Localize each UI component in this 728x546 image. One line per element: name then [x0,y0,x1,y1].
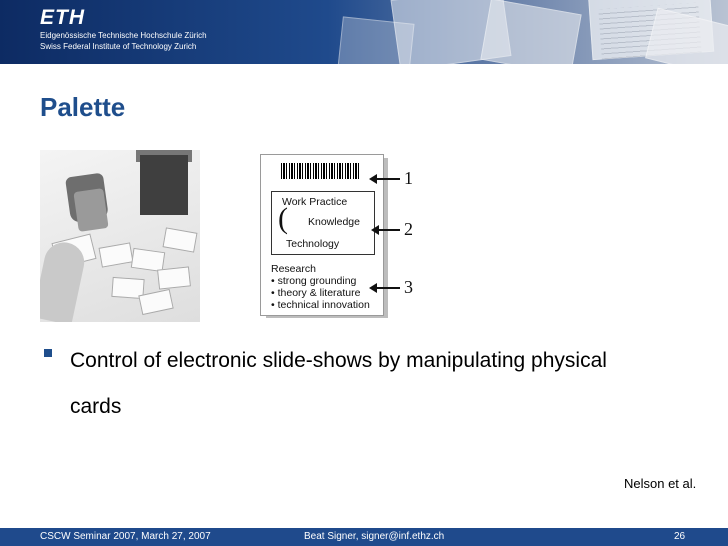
photo-scanner-body [73,188,108,232]
research-item: • technical innovation [271,299,370,311]
research-item: • theory & literature [271,287,361,299]
eth-logo: ETH [40,6,85,29]
callout-number: 3 [404,277,413,297]
photo-card [163,227,198,252]
bullet-square-icon [44,349,52,357]
palette-device-photo [40,150,200,322]
footer-event: CSCW Seminar 2007, March 27, 2007 [40,531,211,542]
card-thumbnail-frame [271,191,375,255]
photo-hand [40,239,88,322]
page-number: 26 [674,531,686,542]
footer-author: Beat Signer, signer@inf.ethz.ch [304,531,445,542]
footer-bar [0,528,728,546]
institute-name-german: Eidgenössische Technische Hochschule Zürich [40,31,207,40]
slide-title: Palette [40,92,126,122]
research-item: • strong grounding [271,275,357,287]
header-banner [0,0,728,64]
callout-number: 2 [404,219,413,239]
banner-paper-decoration [480,0,581,64]
arrow-left-icon [376,287,400,289]
citation: Nelson et al. [624,476,697,491]
label-technology: Technology [286,238,340,250]
institute-name-english: Swiss Federal Institute of Technology Zurich [40,42,197,51]
bullet-text: Control of electronic slide-shows by manipulating physical cards [70,349,607,418]
photo-card-box [140,155,188,215]
research-heading: Research [271,263,316,275]
palette-card-diagram [258,152,428,320]
label-knowledge: Knowledge [308,216,360,228]
callout-number: 1 [404,168,413,188]
arrow-left-icon [376,178,400,180]
arrow-left-icon [378,229,400,231]
photo-card [157,266,191,289]
label-work-practice: Work Practice [282,196,348,208]
photo-card [99,242,134,267]
card-face [260,154,384,316]
barcode-icon [281,163,361,179]
bracket-glyph: ( [278,202,288,235]
banner-paper-decoration [645,8,728,64]
